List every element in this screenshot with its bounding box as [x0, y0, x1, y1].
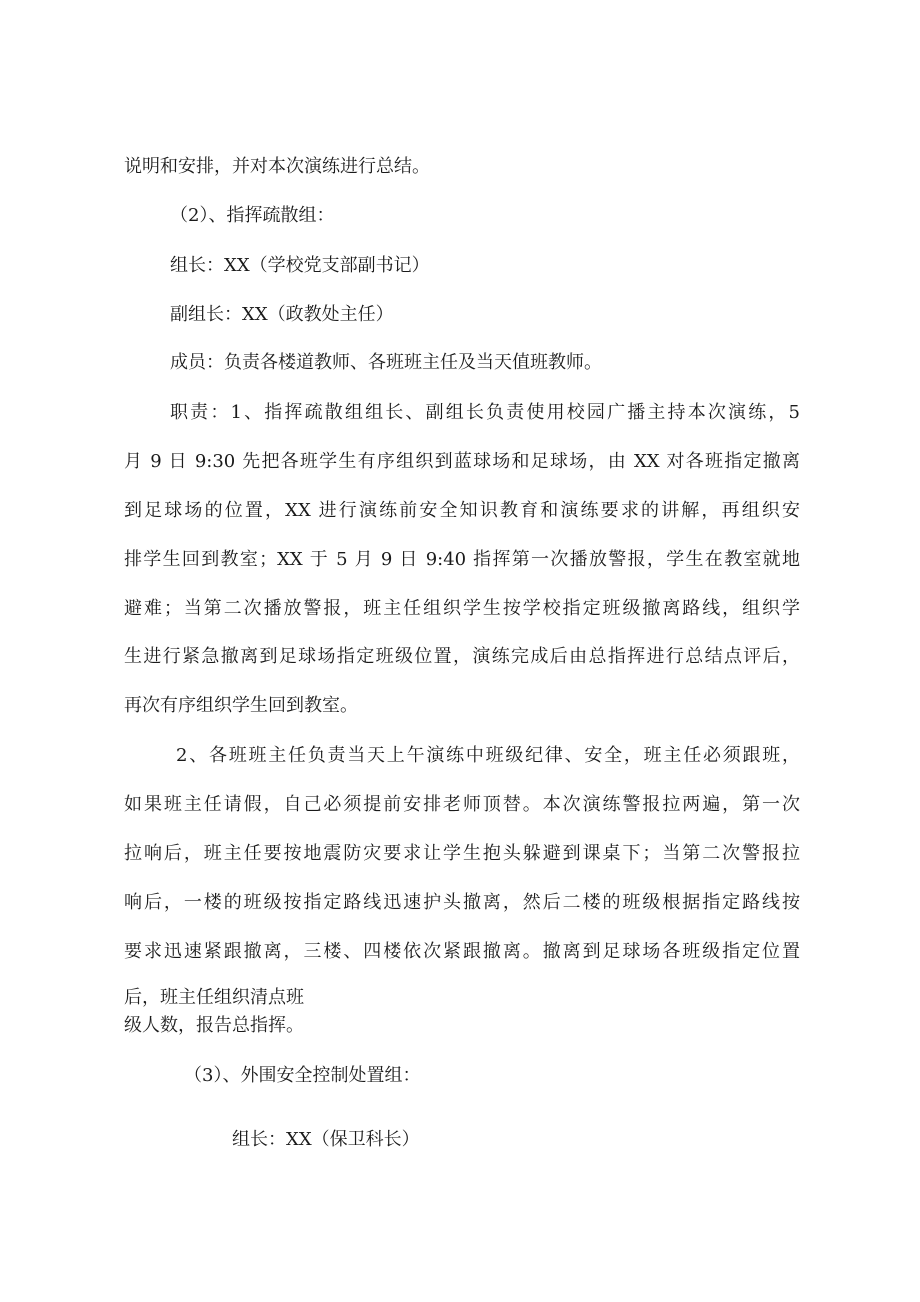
paragraph-line: 要求迅速紧跟撤离，三楼、四楼依次紧跟撤离。撤离到足球场各班级指定位置 [124, 941, 800, 962]
section-heading: （3）、外围安全控制处置组： [184, 1065, 421, 1086]
duty-line: 排学生回到教室；XX 于 5 月 9 日 9:40 指挥第一次播放警报，学生在教室就地 [124, 549, 800, 570]
duty-line: 到足球场的位置，XX 进行演练前安全知识教育和演练要求的讲解，再组织安 [124, 500, 800, 521]
section-heading: （2）、指挥疏散组： [170, 205, 335, 226]
members-line: 成员：负责各楼道教师、各班班主任及当天值班教师。 [170, 352, 602, 373]
duty-line: 再次有序组织学生回到教室。 [124, 695, 358, 716]
duty-line: 月 9 日 9:30 先把各班学生有序组织到蓝球场和足球场，由 XX 对各班指定撤离 [124, 451, 800, 472]
paragraph-line: 2、各班班主任负责当天上午演练中班级纪律、安全，班主任必须跟班， [176, 745, 800, 766]
paragraph-line: 拉响后，班主任要按地震防灾要求让学生抱头躲避到课桌下；当第二次警报拉 [124, 843, 800, 864]
paragraph-line: 后，班主任组织清点班 [124, 987, 304, 1008]
deputy-leader-line: 副组长：XX（政教处主任） [170, 304, 394, 325]
paragraph-line: 级人数，报告总指挥。 [124, 1015, 304, 1036]
paragraph-line: 如果班主任请假，自己必须提前安排老师顶替。本次演练警报拉两遍，第一次 [124, 794, 800, 815]
duty-line: 避难；当第二次播放警报，班主任组织学生按学校指定班级撤离路线，组织学 [124, 598, 800, 619]
paragraph-line: 响后，一楼的班级按指定路线迅速护头撤离，然后二楼的班级根据指定路线按 [124, 892, 800, 913]
duty-line: 生进行紧急撤离到足球场指定班级位置，演练完成后由总指挥进行总结点评后， [124, 646, 800, 667]
group-leader-line: 组长：XX（学校党支部副书记） [170, 255, 430, 276]
paragraph-line: 说明和安排，并对本次演练进行总结。 [124, 156, 430, 177]
group-leader-line: 组长：XX（保卫科长） [232, 1129, 420, 1150]
duty-line: 职责：1、指挥疏散组组长、副组长负责使用校园广播主持本次演练，5 [170, 402, 800, 423]
